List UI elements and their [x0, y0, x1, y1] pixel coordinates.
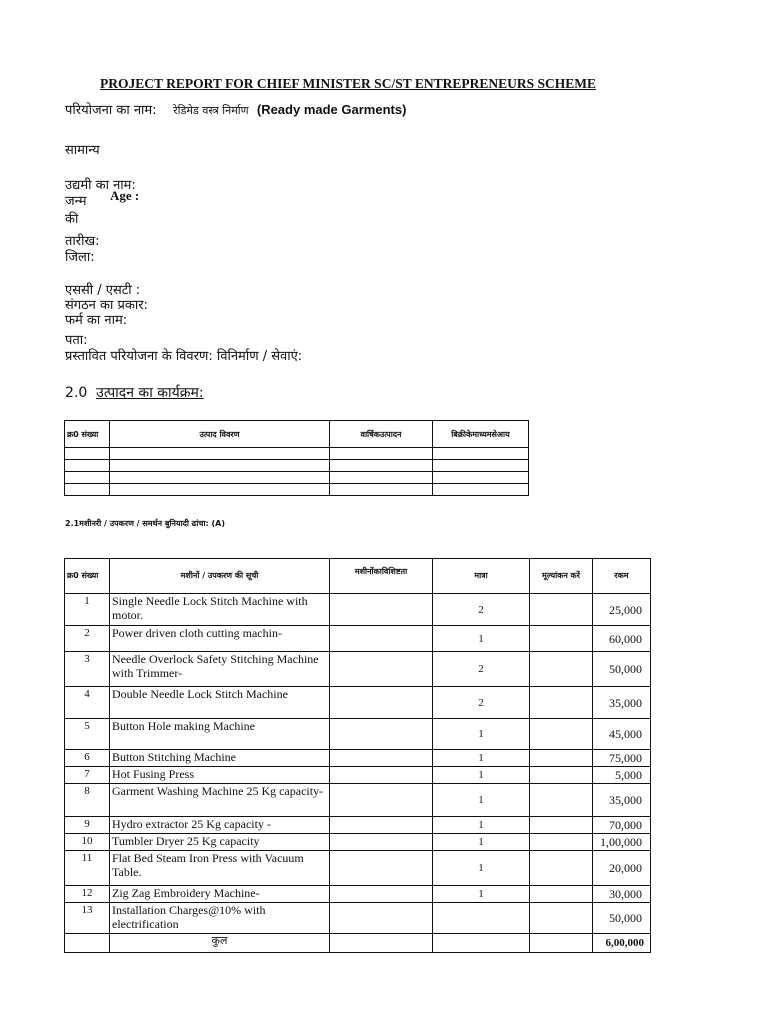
row-amount: 5,000 [593, 767, 651, 784]
row-machine-name: Flat Bed Steam Iron Press with Vacuum Table. [110, 851, 330, 886]
row-amount: 60,000 [593, 626, 651, 652]
row-machine-name: Button Hole making Machine [110, 719, 330, 750]
row-serial: 4 [65, 687, 110, 719]
proposed-project-label: प्रस्तावित परियोजना के विवरण: विनिर्माण / सेवाएं: [65, 349, 303, 364]
row-amount: 20,000 [593, 851, 651, 886]
table-row [65, 687, 651, 719]
row-serial: 8 [65, 784, 110, 817]
col-quantity: मात्रा [433, 559, 530, 594]
row-quantity: 1 [433, 834, 530, 851]
table-row [65, 903, 651, 934]
row-machine-name: Tumbler Dryer 25 Kg capacity [110, 834, 330, 851]
row-quantity: 1 [433, 626, 530, 652]
row-amount: 45,000 [593, 719, 651, 750]
row-spec [330, 903, 433, 934]
row-machine-name: Hot Fusing Press [110, 767, 330, 784]
row-amount: 75,000 [593, 750, 651, 767]
district-label: जिला: [65, 250, 95, 265]
section-2-heading [65, 383, 204, 402]
total-label: कुल [110, 934, 330, 953]
row-quantity: 1 [433, 851, 530, 886]
dob-label-part3: तारीख: [65, 234, 100, 249]
table-row [65, 594, 651, 626]
row-serial: 1 [65, 594, 110, 626]
row-rate [530, 626, 593, 652]
row-quantity: 1 [433, 767, 530, 784]
sc-st-label: एससी / एसटी : [65, 283, 141, 298]
row-spec [330, 652, 433, 687]
general-heading: सामान्य [65, 143, 100, 158]
row-spec [330, 719, 433, 750]
table-row [65, 719, 651, 750]
row-quantity: 2 [433, 652, 530, 687]
row-serial: 6 [65, 750, 110, 767]
row-machine-name: Installation Charges@10% with electrification [110, 903, 330, 934]
total-row [65, 934, 651, 953]
row-serial: 12 [65, 886, 110, 903]
row-spec [330, 687, 433, 719]
row-quantity: 2 [433, 687, 530, 719]
project-name-line [65, 100, 406, 118]
row-rate [530, 817, 593, 834]
row-rate [530, 719, 593, 750]
col-amount: रकम [593, 559, 651, 594]
project-label: परियोजना का नाम: [65, 103, 157, 118]
table-header-row [65, 559, 651, 594]
row-serial: 9 [65, 817, 110, 834]
row-amount: 70,000 [593, 817, 651, 834]
row-quantity [433, 903, 530, 934]
machinery-table [64, 558, 651, 953]
row-rate [530, 903, 593, 934]
row-quantity: 1 [433, 886, 530, 903]
row-serial: 11 [65, 851, 110, 886]
row-quantity: 1 [433, 784, 530, 817]
total-amount: 6,00,000 [593, 934, 651, 953]
row-serial: 5 [65, 719, 110, 750]
col-rate: मूल्यांकन करें [530, 559, 593, 594]
table-row [65, 484, 529, 496]
project-name-hindi: रेडिमेड वस्त्र निर्माण [173, 104, 249, 117]
machine-rows [65, 594, 651, 934]
row-amount: 35,000 [593, 784, 651, 817]
row-machine-name: Button Stitching Machine [110, 750, 330, 767]
row-amount: 35,000 [593, 687, 651, 719]
table-row [65, 886, 651, 903]
firm-name-label: फर्म का नाम: [65, 313, 128, 328]
table-row [65, 460, 529, 472]
section-2-title: उत्पादन का कार्यक्रम: [96, 385, 204, 401]
row-rate [530, 652, 593, 687]
project-name-english: (Ready made Garments) [256, 102, 407, 117]
table-row [65, 817, 651, 834]
table-header-row [65, 421, 529, 448]
row-machine-name: Needle Overlock Safety Stitching Machine with Trimmer- [110, 652, 330, 687]
org-type-label: संगठन का प्रकार: [65, 298, 148, 313]
production-table [64, 420, 529, 496]
row-spec [330, 834, 433, 851]
section-2-1-heading: 2.1मशीनरी / उपकरण / समर्थन बुनियादी ढांचा: (A) [65, 519, 226, 528]
dob-label-part2: की [65, 212, 79, 227]
row-quantity: 1 [433, 817, 530, 834]
row-amount: 50,000 [593, 652, 651, 687]
row-machine-name: Zig Zag Embroidery Machine- [110, 886, 330, 903]
row-quantity: 1 [433, 750, 530, 767]
row-machine-name: Garment Washing Machine 25 Kg capacity- [110, 784, 330, 817]
row-spec [330, 784, 433, 817]
row-serial: 10 [65, 834, 110, 851]
row-serial: 2 [65, 626, 110, 652]
row-serial: 3 [65, 652, 110, 687]
age-label: Age : [110, 188, 140, 203]
row-rate [530, 851, 593, 886]
row-amount: 30,000 [593, 886, 651, 903]
row-spec [330, 594, 433, 626]
table-row [65, 784, 651, 817]
address-label: पता: [65, 333, 88, 348]
table-row [65, 472, 529, 484]
row-rate [530, 767, 593, 784]
table-row [65, 448, 529, 460]
row-rate [530, 750, 593, 767]
col-serial: क्र0 संख्या [65, 559, 110, 594]
row-rate [530, 687, 593, 719]
row-spec [330, 886, 433, 903]
row-amount: 25,000 [593, 594, 651, 626]
col-product-desc: उत्पाद विवरण [110, 421, 330, 448]
row-rate [530, 834, 593, 851]
row-serial: 13 [65, 903, 110, 934]
row-serial: 7 [65, 767, 110, 784]
row-rate [530, 594, 593, 626]
table-row [65, 652, 651, 687]
row-machine-name: Hydro extractor 25 Kg capacity - [110, 817, 330, 834]
col-machine-spec: मशीनोंकाविशिष्टता [330, 559, 433, 594]
row-spec [330, 750, 433, 767]
table-row [65, 626, 651, 652]
row-amount: 50,000 [593, 903, 651, 934]
entrepreneur-name-label: उद्यमी का नाम: [65, 178, 136, 193]
col-serial: क्र0 संख्या [65, 421, 110, 448]
section-2-number: 2.0 [65, 385, 88, 401]
col-machine-list: मशीनों / उपकरण की सूची [110, 559, 330, 594]
dob-label-part1: जन्म [65, 194, 87, 209]
col-sales-income: बिक्रीकेमाध्यमसेआय [433, 421, 529, 448]
table-row [65, 851, 651, 886]
report-title: PROJECT REPORT FOR CHIEF MINISTER SC/ST ENTREPRENEURS SCHEME [100, 76, 596, 91]
row-rate [530, 886, 593, 903]
row-machine-name: Double Needle Lock Stitch Machine [110, 687, 330, 719]
row-quantity: 1 [433, 719, 530, 750]
row-machine-name: Single Needle Lock Stitch Machine with motor. [110, 594, 330, 626]
col-annual-production: वार्षिकउत्पादन [330, 421, 433, 448]
table-row [65, 750, 651, 767]
row-spec [330, 851, 433, 886]
table-row [65, 767, 651, 784]
row-spec [330, 767, 433, 784]
row-spec [330, 626, 433, 652]
row-machine-name: Power driven cloth cutting machin- [110, 626, 330, 652]
row-quantity: 2 [433, 594, 530, 626]
row-spec [330, 817, 433, 834]
row-rate [530, 784, 593, 817]
row-amount: 1,00,000 [593, 834, 651, 851]
table-row [65, 834, 651, 851]
